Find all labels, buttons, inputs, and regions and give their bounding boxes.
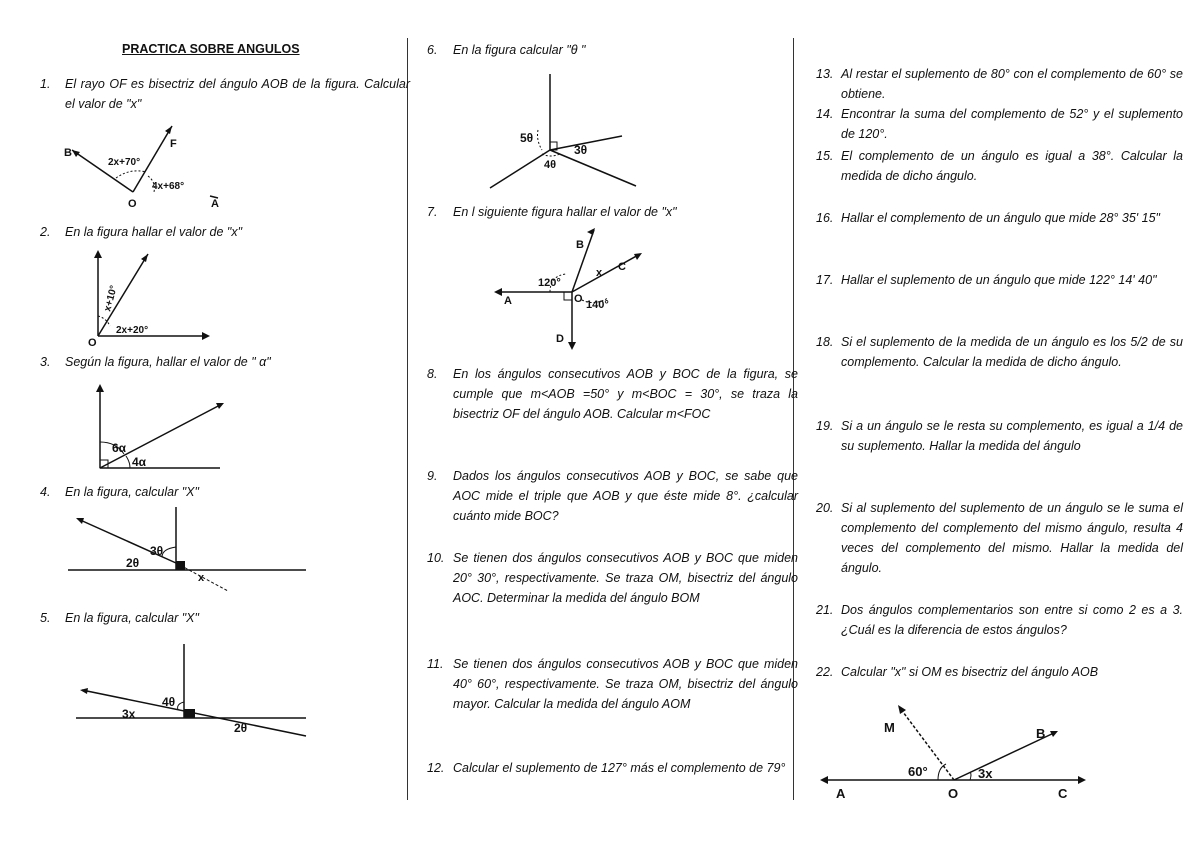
problem-1: 1. El rayo OF es bisectriz del ángulo AOB de la figura. Calcular el valor de "x" xyxy=(40,77,410,111)
problem-19: 19. Si a un ángulo se le resta su complemento, es igual a 1/4 de su suplemento. Hallar la medida del ángulo xyxy=(816,419,1183,453)
fig22-label-m: M xyxy=(884,720,895,735)
fig4-angle-b: 2θ xyxy=(126,556,140,570)
fig7-label-a: A xyxy=(504,295,512,307)
fig2-angle-horiz: 2x+20° xyxy=(116,325,149,336)
fig3-angle-small: 4α xyxy=(132,455,147,469)
problem-13: 13. Al restar el suplemento de 80° con el complemento de 60° se obtiene. xyxy=(816,67,1183,101)
problem-4: 4. En la figura, calcular "X" xyxy=(40,485,199,499)
fig6-angle-c: 3θ xyxy=(574,143,588,157)
fig3-angle-big: 6α xyxy=(112,441,127,455)
figure-2 xyxy=(80,246,220,349)
problem-18: 18. Si el suplemento de la medida de un ángulo es los 5/2 de su complemento. Calcular la medida de dicho ángulo. xyxy=(816,335,1183,369)
fig1-label-b: B xyxy=(64,147,72,159)
figure-22 xyxy=(818,694,1098,804)
column-divider-left xyxy=(407,38,408,800)
fig7-label-c: C xyxy=(618,261,626,273)
fig7-angle-140: 140° xyxy=(586,299,609,311)
fig6-angle-a: 5θ xyxy=(520,131,534,145)
problem-22: 22. Calcular "x" si OM es bisectriz del ángulo AOB xyxy=(816,665,1099,679)
problem-8: 8. En los ángulos consecutivos AOB y BOC de la figura, se cumple que m<AOB =50° y m<BOC = 30°, se traza la bisectriz OF del ángulo AOB. Calcular m<FOC xyxy=(427,367,798,421)
fig1-angle-left: 2x+70° xyxy=(108,157,141,168)
figure-7 xyxy=(490,224,650,352)
problem-15: 15. El complemento de un ángulo es igual a 38°. Calcular la medida de dicho ángulo. xyxy=(816,149,1183,183)
fig4-label-x: x xyxy=(198,572,205,584)
fig5-angle-a: 4θ xyxy=(162,695,176,709)
problem-6: 6. En la figura calcular "θ " xyxy=(427,43,586,57)
fig6-angle-b: 4θ xyxy=(544,159,557,171)
fig1-label-f: F xyxy=(170,138,177,150)
problem-5: 5. En la figura, calcular "X" xyxy=(40,611,199,625)
page-title: PRACTICA SOBRE ANGULOS xyxy=(122,42,300,56)
problem-12: 12. Calcular el suplemento de 127° más el complemento de 79° xyxy=(427,761,786,775)
fig7-angle-120: 120° xyxy=(538,277,561,289)
fig1-label-a: A xyxy=(211,198,219,210)
figure-6 xyxy=(484,70,644,194)
problem-3: 3. Según la figura, hallar el valor de " α" xyxy=(40,355,271,369)
fig7-label-b: B xyxy=(576,239,584,251)
fig5-angle-c: 2θ xyxy=(234,721,248,735)
problem-17: 17. Hallar el suplemento de un ángulo que mide 122° 14' 40" xyxy=(816,273,1157,287)
fig22-label-b: B xyxy=(1036,726,1046,741)
fig22-angle-60: 60° xyxy=(908,764,928,779)
fig22-angle-3x: 3x xyxy=(978,766,993,781)
fig7-label-d: D xyxy=(556,333,564,345)
fig22-label-a: A xyxy=(836,786,846,801)
problem-2: 2. En la figura hallar el valor de "x" xyxy=(40,225,243,239)
figure-4 xyxy=(66,505,311,595)
fig7-label-o: O xyxy=(574,293,583,305)
fig5-angle-b: 3x xyxy=(122,707,136,721)
fig4-angle-a: 3θ xyxy=(150,544,164,558)
problem-7: 7. En l siguiente figura hallar el valor de "x" xyxy=(427,205,677,219)
figure-5 xyxy=(74,640,314,740)
fig1-angle-right: 4x+68° xyxy=(152,181,185,192)
problem-14: 14. Encontrar la suma del complemento de 52° y el suplemento de 120°. xyxy=(816,107,1183,141)
fig22-label-c: C xyxy=(1058,786,1068,801)
problem-20: 20. Si al suplemento del suplemento de un ángulo se le suma el complemento del complemento del mismo ángulo, resulta 4 veces del complemento del mismo. Hallar la medida del ángulo. xyxy=(816,501,1183,575)
fig1-label-o: O xyxy=(128,198,137,210)
figure-1 xyxy=(60,120,250,210)
problem-21: 21. Dos ángulos complementarios son entre si como 2 es a 3. ¿Cuál es la diferencia de estos ángulos? xyxy=(816,603,1183,637)
problem-9: 9. Dados los ángulos consecutivos AOB y BOC, se sabe que AOC mide el triple que AOB y que éste mide 8°. ¿calcular cuánto mide BOC? xyxy=(427,469,798,523)
fig2-label-o: O xyxy=(88,337,97,349)
fig22-label-o: O xyxy=(948,786,959,801)
problem-11: 11. Se tienen dos ángulos consecutivos AOB y BOC que miden 40° 60°, respectivamente. Se traza OM, bisectriz del ángulo mayor. Calcular la medida del ángulo AOM xyxy=(427,657,798,711)
figure-3 xyxy=(90,380,240,472)
fig7-label-x: x xyxy=(596,267,603,279)
problem-16: 16. Hallar el complemento de un ángulo que mide 28° 35' 15" xyxy=(816,211,1160,225)
fig2-angle-vert: x+10° xyxy=(102,284,120,313)
problem-10: 10. Se tienen dos ángulos consecutivos AOB y BOC que miden 20° 30°, respectivamente. Se traza OM, bisectriz del ángulo AOC. Determinar la medida del ángulo BOM xyxy=(427,551,798,605)
